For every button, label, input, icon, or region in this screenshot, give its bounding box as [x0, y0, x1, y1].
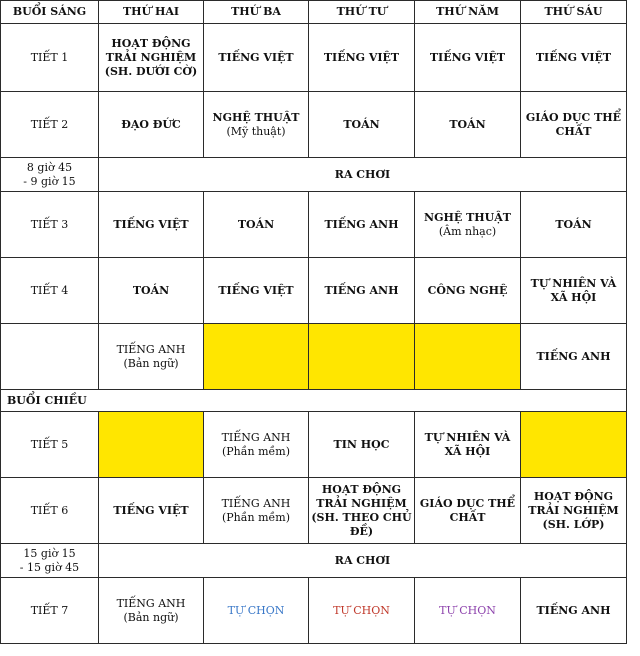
subject: NGHỆ THUẬT	[424, 210, 511, 224]
cell: TOÁN	[99, 258, 204, 324]
day-header-wed: THỨ TƯ	[309, 1, 415, 24]
period-label: TIẾT 3	[1, 192, 99, 258]
cell: TIẾNG VIỆT	[521, 24, 627, 92]
period-row	[1, 24, 627, 92]
session-row-afternoon	[1, 390, 627, 412]
period-row	[1, 478, 627, 544]
period-row	[1, 92, 627, 158]
cell: TIẾNG ANH	[521, 324, 627, 390]
cell	[99, 578, 204, 644]
cell: TỰ NHIÊN VÀ XÃ HỘI	[415, 412, 521, 478]
break-time-start: 15 giờ 15	[23, 546, 76, 560]
subject-note: (Mỹ thuật)	[226, 124, 286, 138]
cell-tu-chon: TỰ CHỌN	[415, 578, 521, 644]
cell: TIẾNG VIỆT	[415, 24, 521, 92]
break-label: RA CHƠI	[99, 158, 627, 192]
day-header-thu: THỨ NĂM	[415, 1, 521, 24]
break-row	[1, 544, 627, 578]
period-row	[1, 192, 627, 258]
empty-highlight-cell	[204, 324, 309, 390]
cell: TIẾNG VIỆT	[99, 192, 204, 258]
subject: NGHỆ THUẬT	[212, 110, 300, 124]
break-time-end: - 9 giờ 15	[23, 174, 76, 188]
cell: GIÁO DỤC THỂ CHẤT	[521, 92, 627, 158]
cell: TIẾNG ANH	[309, 192, 415, 258]
break-time-start: 8 giờ 45	[26, 160, 73, 174]
header-row	[1, 1, 627, 24]
empty-highlight-cell	[415, 324, 521, 390]
day-header-fri: THỨ SÁU	[521, 1, 627, 24]
empty-highlight-cell	[521, 412, 627, 478]
cell: GIÁO DỤC THỂ CHẤT	[415, 478, 521, 544]
cell: TOÁN	[204, 192, 309, 258]
period-label: TIẾT 1	[1, 24, 99, 92]
cell	[204, 478, 309, 544]
subject: TIẾNG ANH	[116, 342, 186, 356]
cell: TIẾNG ANH	[309, 258, 415, 324]
break-time	[1, 544, 99, 578]
cell	[415, 192, 521, 258]
session-header-afternoon: BUỔI CHIỀU	[1, 390, 627, 412]
cell: ĐẠO ĐỨC	[99, 92, 204, 158]
cell: TOÁN	[521, 192, 627, 258]
period-row	[1, 258, 627, 324]
subject: TIẾNG ANH	[221, 430, 291, 444]
cell: CÔNG NGHỆ	[415, 258, 521, 324]
period-row	[1, 578, 627, 644]
cell: HOẠT ĐỘNG TRẢI NGHIỆM (SH. DƯỚI CỜ)	[99, 24, 204, 92]
break-time	[1, 158, 99, 192]
empty-highlight-cell	[309, 324, 415, 390]
cell: TIẾNG ANH	[521, 578, 627, 644]
cell: HOẠT ĐỘNG TRẢI NGHIỆM (SH. LỚP)	[521, 478, 627, 544]
subject-note: (Bản ngữ)	[123, 356, 179, 370]
period-label: TIẾT 5	[1, 412, 99, 478]
session-header-morning: BUỔI SÁNG	[1, 1, 99, 24]
break-row	[1, 158, 627, 192]
subject-note: (Âm nhạc)	[438, 224, 497, 238]
period-row	[1, 324, 627, 390]
cell	[99, 324, 204, 390]
cell-tu-chon: TỰ CHỌN	[309, 578, 415, 644]
period-label: TIẾT 7	[1, 578, 99, 644]
subject-note: (Bản ngữ)	[123, 610, 179, 624]
cell: HOẠT ĐỘNG TRẢI NGHIỆM (SH. THEO CHỦ ĐỀ)	[309, 478, 415, 544]
bottom-spacer-cell	[1, 644, 627, 652]
cell: TIẾNG VIỆT	[309, 24, 415, 92]
cell-tu-chon: TỰ CHỌN	[204, 578, 309, 644]
subject-note: (Phần mềm)	[221, 510, 291, 524]
period-label: TIẾT 6	[1, 478, 99, 544]
cell: TIẾNG VIỆT	[204, 258, 309, 324]
day-header-mon: THỨ HAI	[99, 1, 204, 24]
subject: TIẾNG ANH	[221, 496, 291, 510]
cell: TỰ NHIÊN VÀ XÃ HỘI	[521, 258, 627, 324]
day-header-tue: THỨ BA	[204, 1, 309, 24]
cell: TIN HỌC	[309, 412, 415, 478]
bottom-spacer	[1, 644, 627, 652]
period-label	[1, 324, 99, 390]
break-label: RA CHƠI	[99, 544, 627, 578]
subject-note: (Phần mềm)	[221, 444, 291, 458]
cell	[204, 92, 309, 158]
empty-highlight-cell	[99, 412, 204, 478]
cell: TOÁN	[415, 92, 521, 158]
period-label: TIẾT 2	[1, 92, 99, 158]
cell	[204, 412, 309, 478]
subject: TIẾNG ANH	[116, 596, 186, 610]
break-time-end: - 15 giờ 45	[19, 560, 80, 574]
cell: TIẾNG VIỆT	[204, 24, 309, 92]
period-row	[1, 412, 627, 478]
cell: TIẾNG VIỆT	[99, 478, 204, 544]
period-label: TIẾT 4	[1, 258, 99, 324]
cell: TOÁN	[309, 92, 415, 158]
